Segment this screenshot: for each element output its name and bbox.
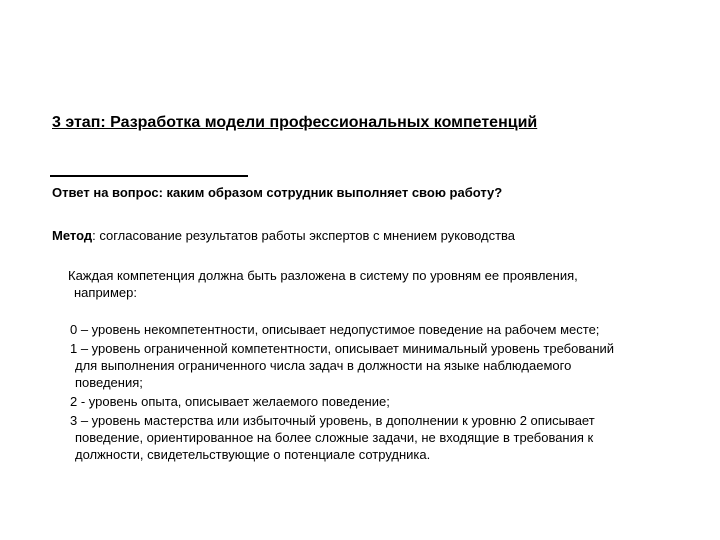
- intro-line-1: Каждая компетенция должна быть разложена в систему по уровням ее проявления,: [68, 268, 578, 283]
- slide-title: 3 этап: Разработка модели профессиональных компетенций: [52, 114, 538, 131]
- level-3-continuation: поведение, ориентированное на более сложные задачи, не входящие в требования к: [75, 430, 594, 445]
- question-text: Ответ на вопрос: каким образом сотрудник выполняет свою работу?: [52, 185, 503, 200]
- level-3-text: 3 – уровень мастерства или избыточный уровень, в дополнении к уровню 2 описывает: [70, 413, 595, 428]
- level-1-text: 1 – уровень ограниченной компетентности, описывает минимальный уровень требований: [70, 341, 615, 356]
- level-item-0: [70, 321, 680, 338]
- level-1-continuation: для выполнения ограниченного числа задач в должности на языке наблюдаемого: [75, 358, 572, 373]
- method-text: : согласование результатов работы экспертов с мнением руководства: [92, 228, 516, 243]
- intro-paragraph: [68, 267, 668, 301]
- level-1-continuation: поведения;: [75, 375, 143, 390]
- levels-list: [70, 321, 680, 465]
- level-item-3: [70, 412, 680, 463]
- level-2-text: 2 - уровень опыта, описывает желаемого поведение;: [70, 394, 390, 409]
- intro-line-2: например:: [74, 285, 137, 300]
- method-paragraph: [52, 227, 515, 244]
- level-3-continuation: должности, свидетельствующие о потенциале сотрудника.: [75, 447, 431, 462]
- title-separator-line: [50, 175, 248, 177]
- level-0-text: 0 – уровень некомпетентности, описывает недопустимое поведение на рабочем месте;: [70, 322, 600, 337]
- method-label: Метод: [52, 228, 93, 243]
- level-item-2: [70, 393, 680, 410]
- level-item-1: [70, 340, 680, 391]
